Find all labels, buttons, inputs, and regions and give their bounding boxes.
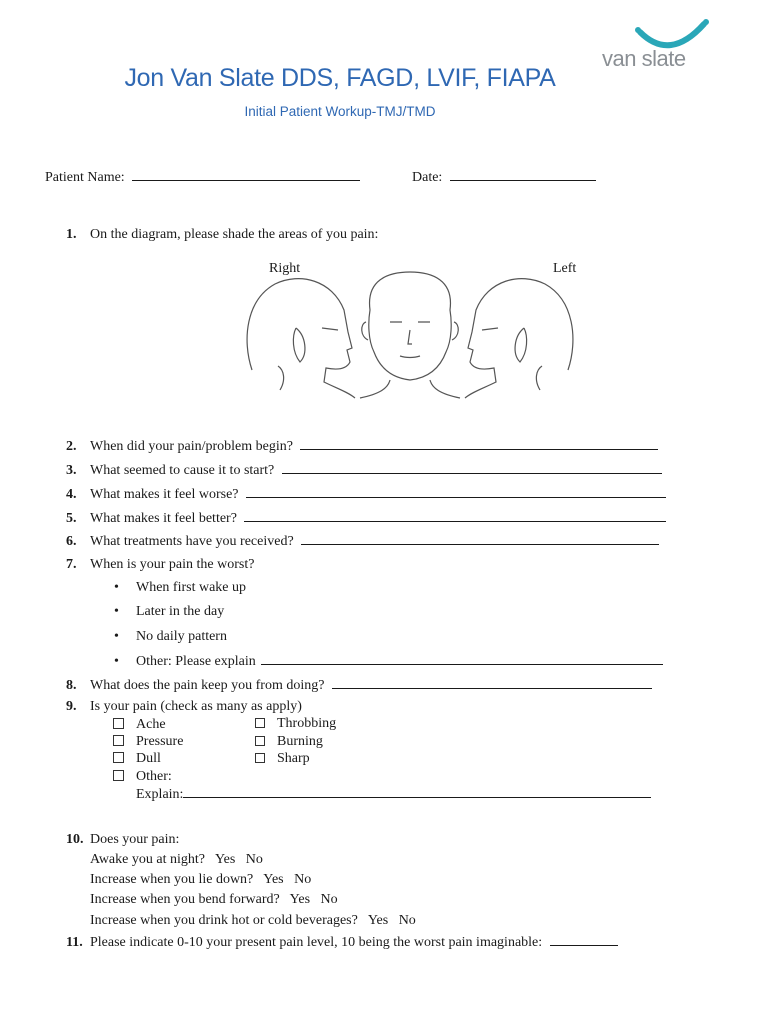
question-1 xyxy=(66,226,378,243)
diagram-right-label: Right xyxy=(269,261,301,276)
answer-line[interactable] xyxy=(246,485,666,498)
question-number: 8. xyxy=(66,678,77,693)
date-label: Date: xyxy=(412,170,443,185)
question-9 xyxy=(66,698,302,715)
question-4[interactable] xyxy=(66,485,666,503)
explain-field[interactable] xyxy=(136,785,651,803)
option-label: Later in the day xyxy=(136,604,225,619)
question-text: Does your pain: xyxy=(90,832,180,847)
answer-line[interactable] xyxy=(301,532,659,545)
bullet-icon: • xyxy=(114,580,119,595)
option-label: When first wake up xyxy=(136,580,247,595)
question-number: 10. xyxy=(66,832,84,847)
answer-line[interactable] xyxy=(550,933,618,946)
answer-line[interactable] xyxy=(300,437,658,450)
answer-line[interactable] xyxy=(183,785,651,798)
pain-type-checkbox[interactable] xyxy=(113,733,183,750)
question-text: What does the pain keep you from doing? xyxy=(90,678,325,693)
logo-text: van slate xyxy=(602,46,686,71)
question-3[interactable] xyxy=(66,461,662,479)
question-text: Please indicate 0-10 your present pain level, 10 being the worst pain imaginable: xyxy=(90,935,543,950)
question-text: What seemed to cause it to start? xyxy=(90,463,275,478)
q10-item[interactable]: Increase when you drink hot or cold beverages? Yes No xyxy=(90,913,416,928)
question-text: Is your pain (check as many as apply) xyxy=(90,699,302,714)
explain-label: Explain: xyxy=(136,787,184,802)
question-number: 7. xyxy=(66,557,77,572)
pain-type-checkbox[interactable] xyxy=(255,750,310,767)
question-text: When did your pain/problem begin? xyxy=(90,439,293,454)
checkbox-label: Dull xyxy=(136,751,161,766)
checkbox[interactable] xyxy=(255,736,265,746)
question-number: 11. xyxy=(66,935,83,950)
page-subtitle: Initial Patient Workup-TMJ/TMD xyxy=(244,104,436,119)
bullet-icon: • xyxy=(114,629,119,644)
patient-name-label: Patient Name: xyxy=(45,170,125,185)
question-number: 4. xyxy=(66,487,77,502)
q7-option[interactable] xyxy=(114,628,227,645)
pain-type-checkbox[interactable] xyxy=(255,715,336,732)
checkbox[interactable] xyxy=(113,770,124,781)
question-number: 5. xyxy=(66,511,77,526)
head-profile-right[interactable] xyxy=(247,279,355,398)
question-10 xyxy=(66,831,179,848)
patient-name-field[interactable] xyxy=(45,168,360,186)
question-text: When is your pain the worst? xyxy=(90,557,255,572)
question-number: 6. xyxy=(66,534,77,549)
date-field[interactable] xyxy=(412,168,596,186)
option-label: No daily pattern xyxy=(136,629,227,644)
date-line[interactable] xyxy=(450,168,596,181)
checkbox-label: Sharp xyxy=(277,751,310,766)
question-text: What treatments have you received? xyxy=(90,534,294,549)
question-text: On the diagram, please shade the areas of you pain: xyxy=(90,227,379,242)
question-8[interactable] xyxy=(66,676,652,694)
question-number: 3. xyxy=(66,463,77,478)
checkbox[interactable] xyxy=(255,753,265,763)
pain-type-checkbox[interactable] xyxy=(113,750,161,767)
checkbox-label: Other: xyxy=(136,769,172,784)
practice-logo xyxy=(600,18,715,88)
checkbox[interactable] xyxy=(113,752,124,763)
pain-type-checkbox[interactable] xyxy=(113,768,172,785)
checkbox[interactable] xyxy=(113,735,124,746)
q10-item[interactable]: Awake you at night? Yes No xyxy=(90,852,263,867)
q10-item[interactable]: Increase when you bend forward? Yes No xyxy=(90,892,338,907)
question-7 xyxy=(66,556,254,573)
answer-line[interactable] xyxy=(244,509,666,522)
q7-option[interactable] xyxy=(114,579,246,596)
question-2[interactable] xyxy=(66,437,658,455)
question-5[interactable] xyxy=(66,509,666,527)
patient-name-line[interactable] xyxy=(132,168,360,181)
answer-line[interactable] xyxy=(261,652,663,665)
question-6[interactable] xyxy=(66,532,659,550)
question-number: 1. xyxy=(66,227,77,242)
answer-line[interactable] xyxy=(282,461,662,474)
head-profile-left[interactable] xyxy=(465,279,573,398)
option-label: Other: Please explain xyxy=(136,654,256,669)
q10-item[interactable]: Increase when you lie down? Yes No xyxy=(90,872,312,887)
answer-line[interactable] xyxy=(332,676,652,689)
checkbox[interactable] xyxy=(113,718,124,729)
bullet-icon: • xyxy=(114,654,119,669)
checkbox-label: Burning xyxy=(277,734,323,749)
diagram-left-label: Left xyxy=(553,261,577,276)
question-11[interactable] xyxy=(66,933,618,951)
checkbox-label: Pressure xyxy=(136,734,184,749)
pain-type-checkbox[interactable] xyxy=(255,733,323,750)
bullet-icon: • xyxy=(114,604,119,619)
q7-option[interactable] xyxy=(114,652,663,670)
page-title: Jon Van Slate DDS, FAGD, LVIF, FIAPA xyxy=(124,64,556,92)
checkbox-label: Throbbing xyxy=(277,716,337,731)
checkbox[interactable] xyxy=(255,718,265,728)
pain-type-checkbox[interactable] xyxy=(113,716,166,733)
question-number: 2. xyxy=(66,439,77,454)
question-text: What makes it feel better? xyxy=(90,511,237,526)
head-frontal[interactable] xyxy=(360,272,460,398)
checkbox-label: Ache xyxy=(136,717,166,732)
head-diagram[interactable] xyxy=(240,270,580,400)
question-text: What makes it feel worse? xyxy=(90,487,239,502)
q7-option[interactable] xyxy=(114,603,224,620)
question-number: 9. xyxy=(66,699,77,714)
